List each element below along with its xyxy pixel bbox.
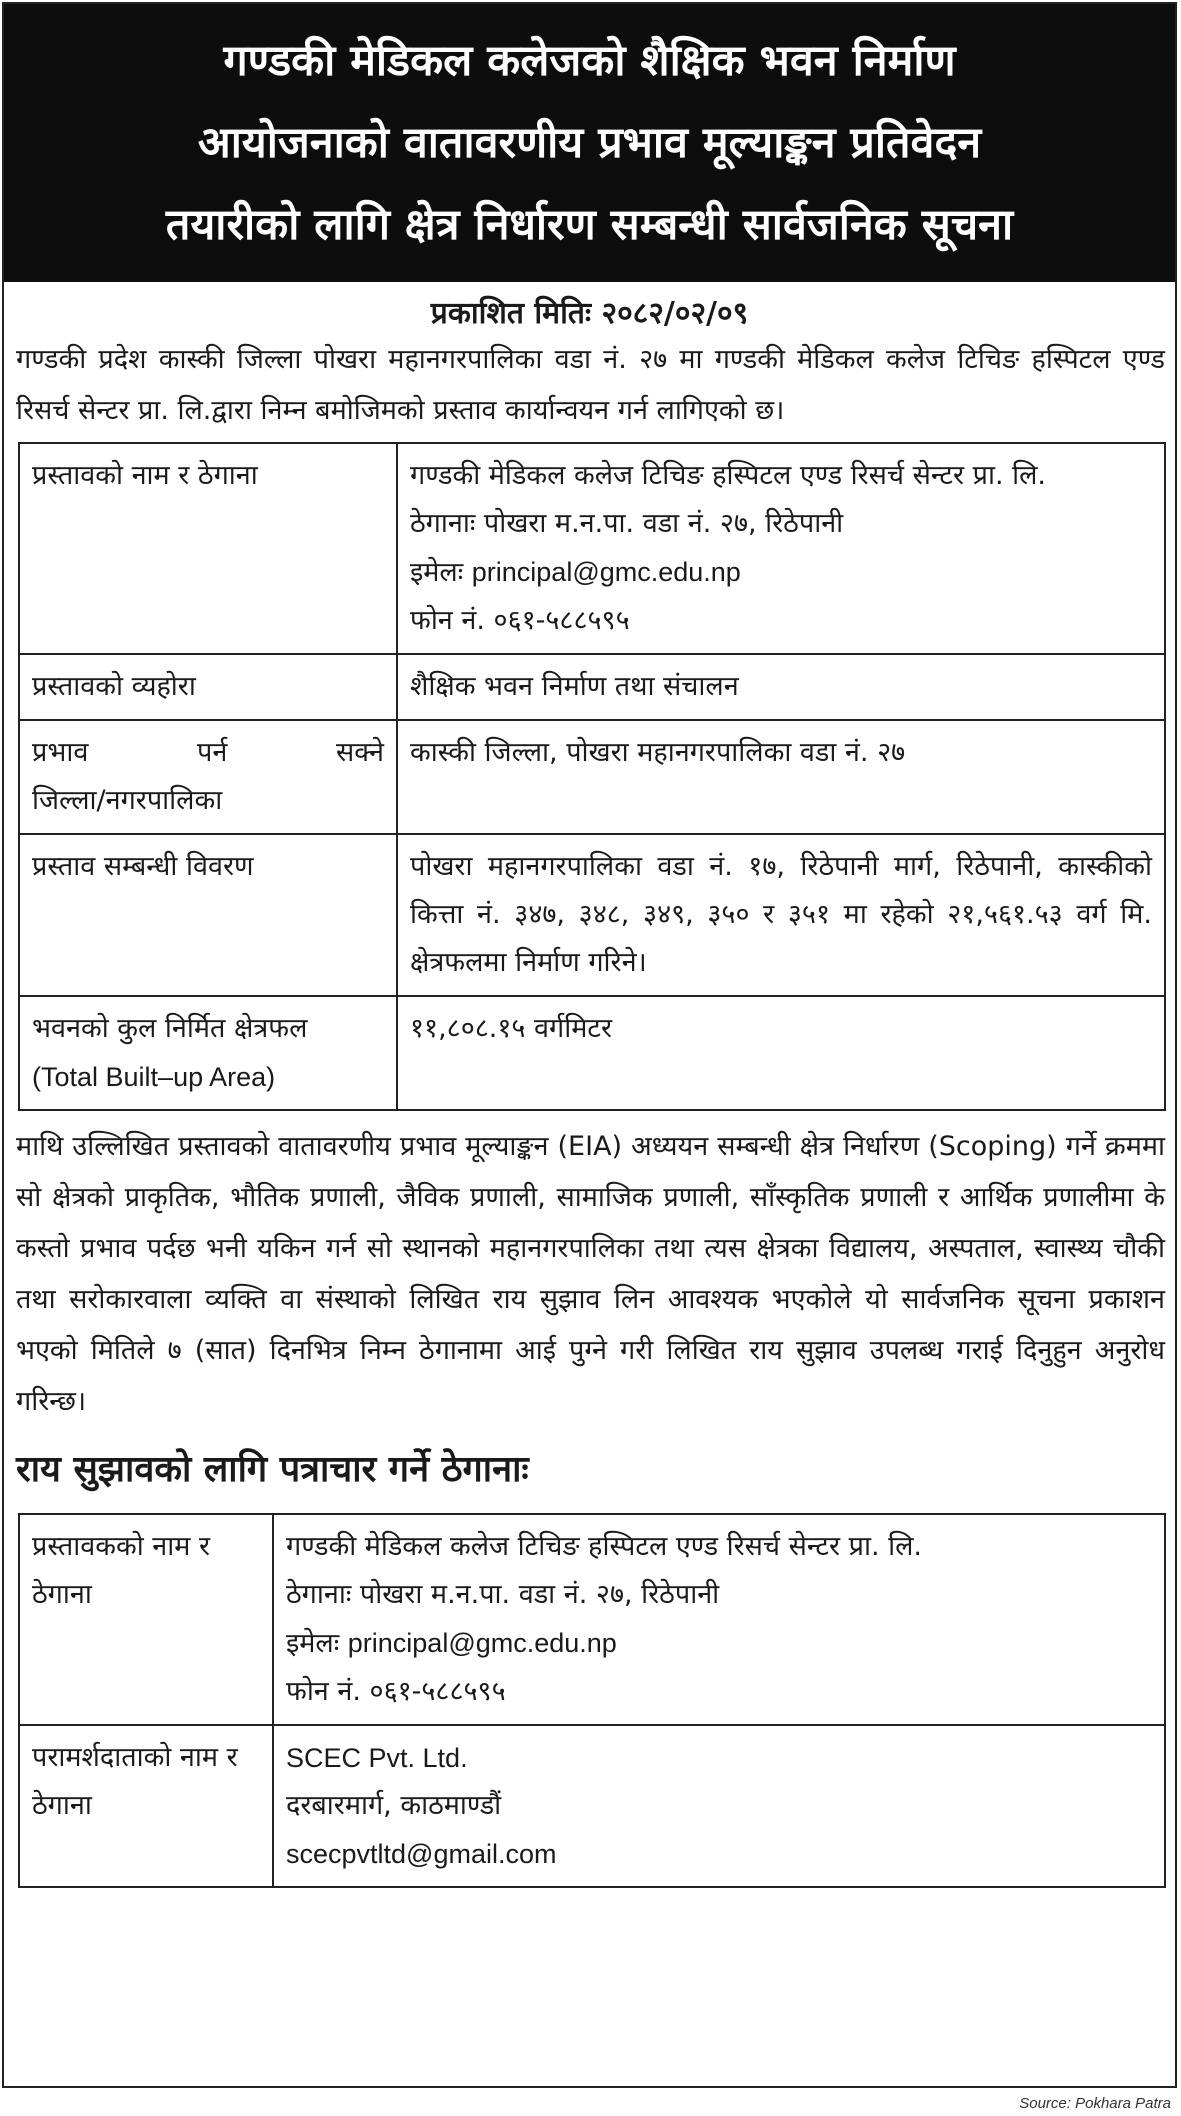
- built-up-area-label-line-1: भवनको कुल निर्मित क्षेत्रफल: [32, 1013, 308, 1044]
- table-row: [19, 834, 1165, 996]
- table-row: [19, 443, 1165, 654]
- proposal-name-value: [397, 443, 1165, 654]
- table-row: [19, 654, 1165, 720]
- consultant-email: scecpvtltd@gmail.com: [286, 1839, 557, 1869]
- proposer-address: ठेगानाः पोखरा म.न.पा. वडा नं. २७, रिठेपानी: [410, 508, 844, 539]
- intro-paragraph: गण्डकी प्रदेश कास्की जिल्ला पोखरा महानगरपालिका वडा नं. २७ मा गण्डकी मेडिकल कलेज टिचिङ हस्पिटल एण्ड रिसर्च सेन्टर प्रा. लि.द्वारा निम्न बमोजिमको प्रस्ताव कार्यान्वयन गर्न लागिएको छ।: [16, 344, 1165, 426]
- proposal-subject-value: शैक्षिक भवन निर्माण तथा संचालन: [397, 654, 1165, 720]
- notice-header: [4, 4, 1175, 282]
- consultant-address: दरबारमार्ग, काठमाण्डौं: [286, 1790, 502, 1821]
- contact-proposer-value: [273, 1514, 1165, 1725]
- table-row: [19, 1514, 1165, 1725]
- title-line-2: आयोजनाको वातावरणीय प्रभाव मूल्याङ्कन प्रतिवेदन: [197, 118, 982, 168]
- contact-proposer-label: प्रस्तावकको नाम र ठेगाना: [19, 1514, 273, 1725]
- table-row: [19, 720, 1165, 834]
- publication-date-label: प्रकाशित मितिः: [430, 296, 592, 331]
- consultant-company: SCEC Pvt. Ltd.: [286, 1743, 468, 1773]
- proposer-name: गण्डकी मेडिकल कलेज टिचिङ हस्पिटल एण्ड रिसर्च सेन्टर प्रा. लि.: [410, 460, 1046, 491]
- title-line-1: गण्डकी मेडिकल कलेजको शैक्षिक भवन निर्माण: [223, 36, 956, 86]
- contact-heading: राय सुझावको लागि पत्राचार गर्ने ठेगानाः: [16, 1449, 529, 1490]
- proposer-phone: फोन नं. ०६१-५८८५९५: [410, 605, 630, 636]
- public-notice: [2, 2, 1177, 2088]
- table-row: [19, 996, 1165, 1110]
- proposal-details-value: पोखरा महानगरपालिका वडा नं. १७, रिठेपानी मार्ग, रिठेपानी, कास्कीको कित्ता नं. ३४७, ३४८, ३४९, ३५० र ३५१ मा रहेको २१,५६१.५३ वर्ग मि. क्षेत्रफलमा निर्माण गरिने।: [397, 834, 1165, 996]
- affected-area-label-line-2: जिल्ला/नगरपालिका: [32, 785, 223, 816]
- proposal-table: [18, 442, 1166, 1111]
- contact-proposer-email: principal@gmc.edu.np: [347, 1628, 617, 1658]
- affected-area-label: [19, 720, 397, 834]
- source-credit: Source: Pokhara Patra: [1019, 2095, 1171, 2112]
- proposer-email: principal@gmc.edu.np: [471, 557, 741, 587]
- publication-date-value: २०८२/०२/०९: [601, 296, 749, 331]
- contact-proposer-phone: फोन नं. ०६१-५८८५९५: [286, 1676, 506, 1707]
- title-line-3: तयारीको लागि क्षेत्र निर्धारण सम्बन्धी सार्वजनिक सूचना: [165, 200, 1014, 250]
- proposal-subject-label: प्रस्तावको व्यहोरा: [19, 654, 397, 720]
- built-up-area-value: ११,८०८.१५ वर्गमिटर: [397, 996, 1165, 1110]
- contact-proposer-name: गण्डकी मेडिकल कलेज टिचिङ हस्पिटल एण्ड रिसर्च सेन्टर प्रा. लि.: [286, 1531, 922, 1562]
- contact-proposer-address: ठेगानाः पोखरा म.न.पा. वडा नं. २७, रिठेपानी: [286, 1579, 720, 1610]
- affected-area-value: कास्की जिल्ला, पोखरा महानगरपालिका वडा नं. २७: [397, 720, 1165, 834]
- proposer-email-line: [410, 548, 1152, 597]
- proposal-details-label: प्रस्ताव सम्बन्धी विवरण: [19, 834, 397, 996]
- consultant-value: [273, 1725, 1165, 1887]
- built-up-area-label-line-2: (Total Built–up Area): [32, 1062, 276, 1092]
- email-label: इमेलः: [410, 557, 464, 588]
- proposal-name-label: प्रस्तावको नाम र ठेगाना: [19, 443, 397, 654]
- consultant-label: परामर्शदाताको नाम र ठेगाना: [19, 1725, 273, 1887]
- contact-proposer-email-line: [286, 1619, 1152, 1668]
- eia-request-paragraph: माथि उल्लिखित प्रस्तावको वातावरणीय प्रभाव मूल्याङ्कन (EIA) अध्ययन सम्बन्धी क्षेत्र निर्धारण (Scoping) गर्ने क्रममा सो क्षेत्रको प्राकृतिक, भौतिक प्रणाली, जैविक प्रणाली, सामाजिक प्रणाली, साँस्कृतिक प्रणाली र आर्थिक प्रणालीमा के कस्तो प्रभाव पर्दछ भनी यकिन गर्न सो स्थानको महानगरपालिका तथा त्यस क्षेत्रका विद्यालय, अस्पताल, स्वास्थ्य चौकी तथा सरोकारवाला व्यक्ति वा संस्थाको लिखित राय सुझाव लिन आवश्यक भएकोले यो सार्वजनिक सूचना प्रकाशन भएको मितिले ७ (सात) दिनभित्र निम्न ठेगानामा आई पुग्ने गरी लिखित राय सुझाव उपलब्ध गराई दिनुहुन अनुरोध गरिन्छ।: [16, 1131, 1165, 1417]
- built-up-area-label: [19, 996, 397, 1110]
- contact-table: [18, 1513, 1166, 1888]
- email-label: इमेलः: [286, 1628, 340, 1659]
- affected-area-label-line-1: प्रभाव पर्न सक्ने: [32, 737, 384, 768]
- table-row: [19, 1725, 1165, 1887]
- publication-date: [4, 294, 1175, 334]
